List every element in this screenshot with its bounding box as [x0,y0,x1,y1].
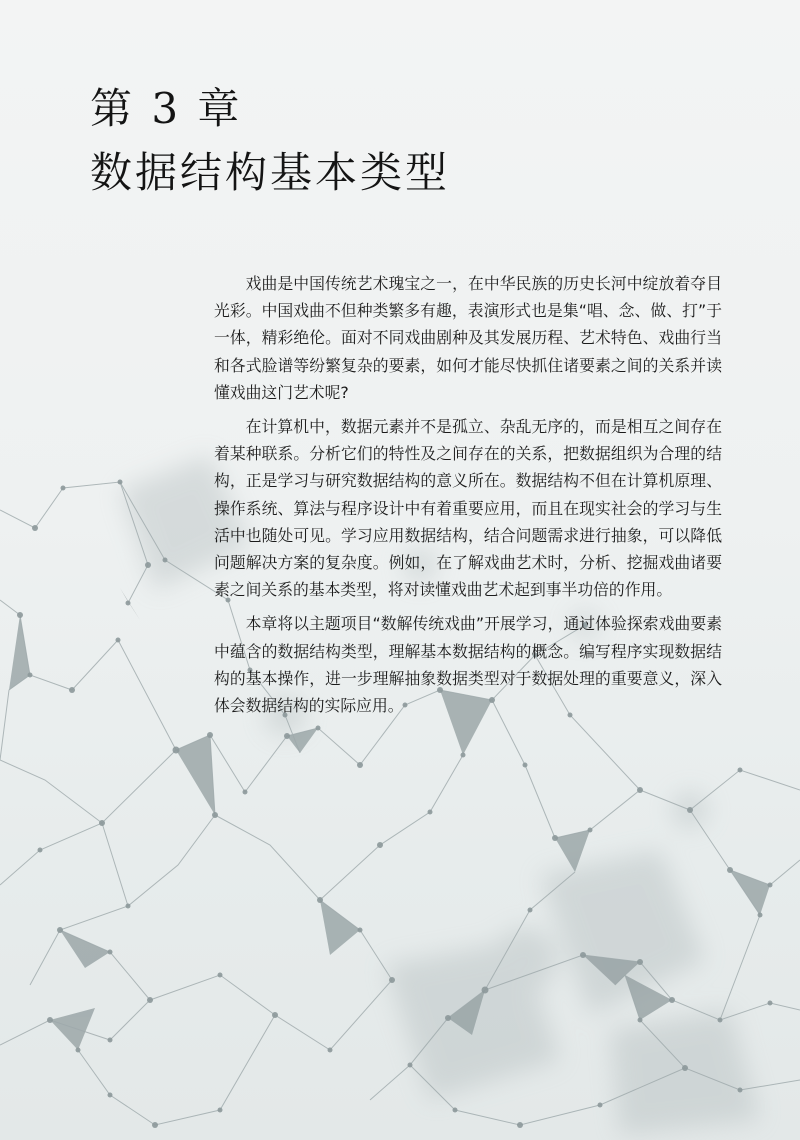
blurred-node [493,928,557,992]
network-node [445,1015,451,1021]
network-node [152,1122,158,1128]
network-node [126,904,131,909]
network-node [145,562,151,568]
network-triangle [730,870,770,915]
network-triangle [320,900,360,955]
chapter-title [90,80,450,202]
network-node [738,768,743,773]
network-node [57,927,63,933]
intro-paragraph-2: 在计算机中，数据元素并不是孤立、杂乱无序的，而是相互之间存在着某种联系。分析它们的特性及之间存在的关系，把数据组织为合理的结构，正是学习与研究数据结构的意义所在。数据结构不但在计算机原理、操作系统、算法与程序设计中有着重要应用，而且在现实社会的学习与生活中也随处可见。学习应用数据结构，结合问题需求进行抽象，可以降低问题解决方案的复杂度。例如，在了解戏曲艺术时，分析、挖掘戏曲诸要素之间关系的基本类型，将对读懂戏曲艺术起到事半功倍的作用。 [214,417,722,600]
network-line [30,735,215,985]
network-node [243,790,248,795]
chapter-name: 数据结构基本类型 [90,148,451,197]
network-node [218,1108,223,1113]
network-node [580,952,586,958]
network-node [358,928,363,933]
network-node [408,1063,413,1068]
network-line [150,975,392,1050]
network-line [0,482,148,603]
intro-paragraph-1: 戏曲是中国传统艺术瑰宝之一，在中华民族的历史长河中绽放着夺目光彩。中国戏曲不但种类繁多有趣，表演形式也是集“唱、念、做、打”于一体，精彩绝伦。面对不同戏曲剧种及其发展历程、艺术特色、戏曲行当和各式脸谱等纷繁复杂的要素，如何才能尽快抓住诸要素之间的关系并读懂戏曲这门艺术呢? [214,274,722,402]
network-node [218,973,223,978]
network-node [108,1038,113,1043]
network-node [173,747,180,754]
network-node [76,1048,81,1053]
network-node [126,601,131,606]
network-line [0,675,176,823]
network-node [552,835,558,841]
network-node [428,810,433,815]
network-node [317,897,323,903]
network-node [588,828,593,833]
network-node [28,673,33,678]
network-node [212,812,218,818]
network-node [758,913,763,918]
network-node [637,787,643,793]
network-node [523,763,528,768]
network-node [47,1017,53,1023]
network-node [99,820,105,826]
network-node [17,612,23,618]
network-node [32,525,38,531]
network-node [357,762,363,768]
network-node [389,977,395,983]
network-node [316,726,321,731]
network-line [690,810,800,885]
network-node [738,1088,743,1093]
chapter-number: 第 3 章 [90,84,243,133]
network-node [328,1048,333,1053]
network-line [215,815,392,980]
network-node [528,908,533,913]
network-line [0,823,128,906]
network-node [727,867,733,873]
network-node [453,1108,458,1113]
network-node [61,486,66,491]
network-node [147,997,153,1003]
network-node [718,1018,723,1023]
network-node [768,883,773,888]
network-node [272,1012,278,1018]
network-node [669,997,675,1003]
network-line [78,1015,275,1125]
network-node [118,480,123,485]
network-triangle [50,1008,95,1050]
network-node [207,732,213,738]
network-node [461,753,466,758]
network-node [682,1065,688,1071]
network-line [320,755,463,900]
network-node [768,1001,773,1006]
network-node [108,950,113,955]
network-node [69,687,75,693]
network-node [38,848,43,853]
intro-paragraph-3: 本章将以主题项目“数解传统戏曲”开展学习，通过体验探索戏曲要素中蕴含的数据结构类型，理解基本数据结构的概念。编写程序实现数据结构的基本操作，进一步理解抽象数据类型对于数据处理的重要意义，深入体会数据结构的实际应用。 [214,614,722,716]
network-node [108,1093,113,1098]
network-node [638,1018,643,1023]
network-node [377,842,383,848]
network-node [284,733,290,739]
network-node [637,959,643,965]
network-node [687,807,693,813]
network-node [482,987,489,994]
network-node [598,1103,603,1108]
network-node [163,558,168,563]
blurred-polygon [610,1010,760,1135]
blurred-polygon [540,850,705,1015]
network-node [116,638,121,643]
chapter-introduction [214,270,722,726]
network-triangle [9,615,30,690]
network-node [517,1122,523,1128]
